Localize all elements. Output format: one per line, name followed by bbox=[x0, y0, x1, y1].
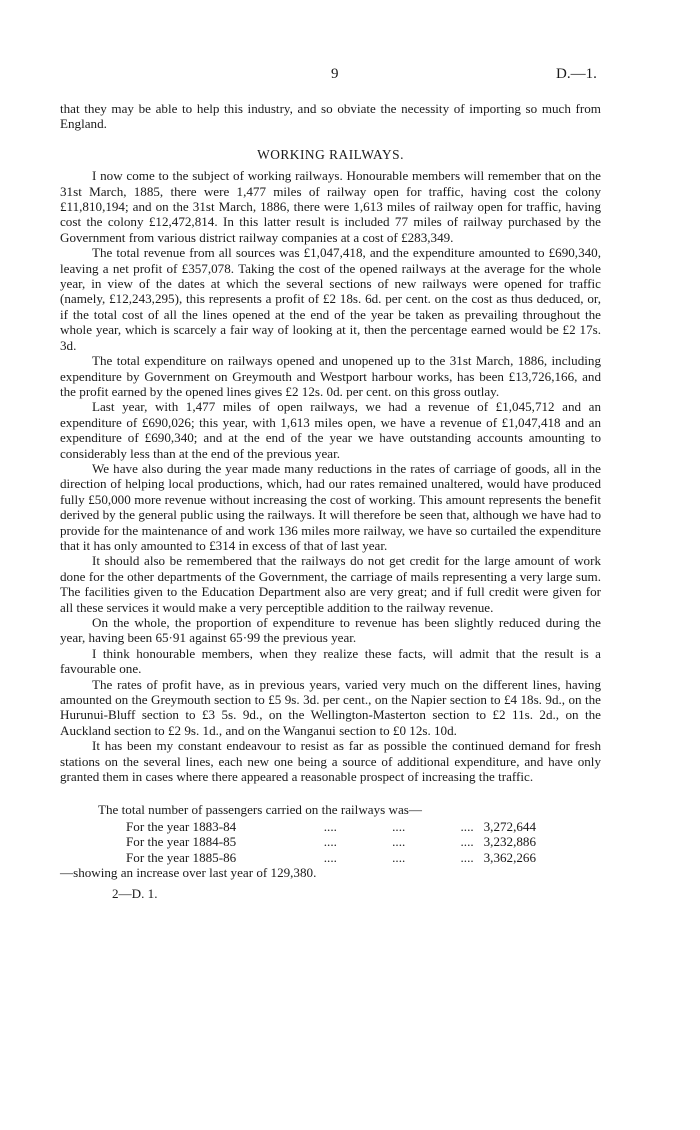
table-row bbox=[126, 819, 536, 834]
row-label: For the year 1884-85 bbox=[126, 834, 237, 850]
passengers-conclusion: —showing an increase over last year of 129,380. bbox=[60, 865, 317, 881]
paragraph: I now come to the subject of working railways. Honourable members will remember that on the 31st March, 1885, there were 1,477 miles of railway open for traffic, having cost the colony £11,810,194; and on the 31st March, 1886, there were 1,613 miles of railway open for traffic, having cost the colony £12,472,814. In this latter result is included 77 miles of railway purchased by the Government from various district railway companies at a cost of £283,349. bbox=[60, 168, 601, 245]
signature-mark: 2—D. 1. bbox=[112, 886, 158, 902]
leader-dots: .... .... .... bbox=[323, 834, 474, 850]
body-text bbox=[60, 101, 601, 902]
row-value: 3,232,886 bbox=[483, 834, 536, 850]
document-reference: D.—1. bbox=[556, 66, 597, 82]
paragraph: The total revenue from all sources was £1,047,418, and the expenditure amounted to £690,340, leaving a net profit of £357,078. Taking the cost of the opened railways at the average for the whole year, in view of the dates at which the several sections of new railways were opened for traffic (namely, £12,243,295), this represents a profit of £2 18s. 6d. per cent. on the cost as thus deduced, or, if the total cost of all the lines opened at the end of the year be taken as prevailing throughout the whole year, which is scarcely a fair way of looking at it, then the percentage earned would be £2 17s. 3d. bbox=[60, 245, 601, 353]
paragraph: I think honourable members, when they realize these facts, will admit that the result is a favourable one. bbox=[60, 645, 601, 677]
passengers-table bbox=[126, 819, 536, 865]
row-value: 3,272,644 bbox=[483, 818, 536, 834]
row-label: For the year 1883-84 bbox=[126, 818, 237, 834]
paragraph: The total expenditure on railways opened and unopened up to the 31st March, 1886, including expenditure by Government on Greymouth and Westport harbour works, has been £13,726,166, and the profit earned by the opened lines gives £2 12s. 0d. per cent. on this gross outlay. bbox=[60, 353, 601, 399]
leader-dots: .... .... .... bbox=[323, 849, 474, 865]
leader-dots: .... .... .... bbox=[323, 818, 474, 834]
paragraph: Last year, with 1,477 miles of open railways, we had a revenue of £1,045,712 and an expenditure of £690,026; this year, with 1,613 miles open, we have a revenue of £1,047,418 and an expenditure of £690,340; and at the end of the year we have outstanding accounts amounting to considerably less than at the end of the previous year. bbox=[60, 399, 601, 461]
table-row bbox=[126, 850, 536, 865]
paragraph: It has been my constant endeavour to resist as far as possible the continued demand for fresh stations on the several lines, each new one being a source of additional expenditure, and have only granted them in cases where there appeared a reasonable prospect of increasing the traffic. bbox=[60, 738, 601, 785]
paragraph: The rates of profit have, as in previous years, varied very much on the different lines, having amounted on the Greymouth section to £5 9s. 3d. per cent., on the Napier section to £4 18s. 9d., on the Hurunui-Bluff section to £3 5s. 9d., on the Wellington-Masterton section to £2 11s. 2d., on the Auckland section to £2 9s. 1d., and on the Wanganui section to £0 12s. 10d. bbox=[60, 676, 601, 738]
section-title: WORKING RAILWAYS. bbox=[257, 146, 404, 162]
passengers-intro: The total number of passengers carried on the railways was— bbox=[98, 802, 422, 818]
paragraph: On the whole, the proportion of expenditure to revenue has been slightly reduced during the year, having been 65·91 against 65·99 the previous year. bbox=[60, 615, 601, 646]
row-value: 3,362,266 bbox=[483, 849, 536, 865]
page-number: 9 bbox=[331, 66, 339, 82]
page-header bbox=[0, 66, 700, 86]
continued-paragraph: that they may be able to help this industry, and so obviate the necessity of importing so much from England. bbox=[60, 101, 601, 132]
spacer bbox=[60, 784, 601, 802]
table-row bbox=[126, 834, 536, 849]
paragraph: It should also be remembered that the railways do not get credit for the large amount of work done for the other departments of the Government, the carriage of mails representing a very large sum. The facilities given to the Education Department also are very great; and if full credit were given for all these services it would make a very perceptible addition to the railway revenue. bbox=[60, 553, 601, 615]
paragraph: We have also during the year made many reductions in the rates of carriage of goods, all in the direction of helping local productions, which, had our rates remained unaltered, would have produced fully £50,000 more revenue without increasing the cost of working. This amount represents the benefit derived by the general public using the railways. It will therefore be seen that, although we have had to provide for the maintenance of and work 136 miles more railway, we have so curtailed the expenditure that it has only amounted to £314 in excess of that of last year. bbox=[60, 460, 601, 553]
row-label: For the year 1885-86 bbox=[126, 849, 237, 865]
